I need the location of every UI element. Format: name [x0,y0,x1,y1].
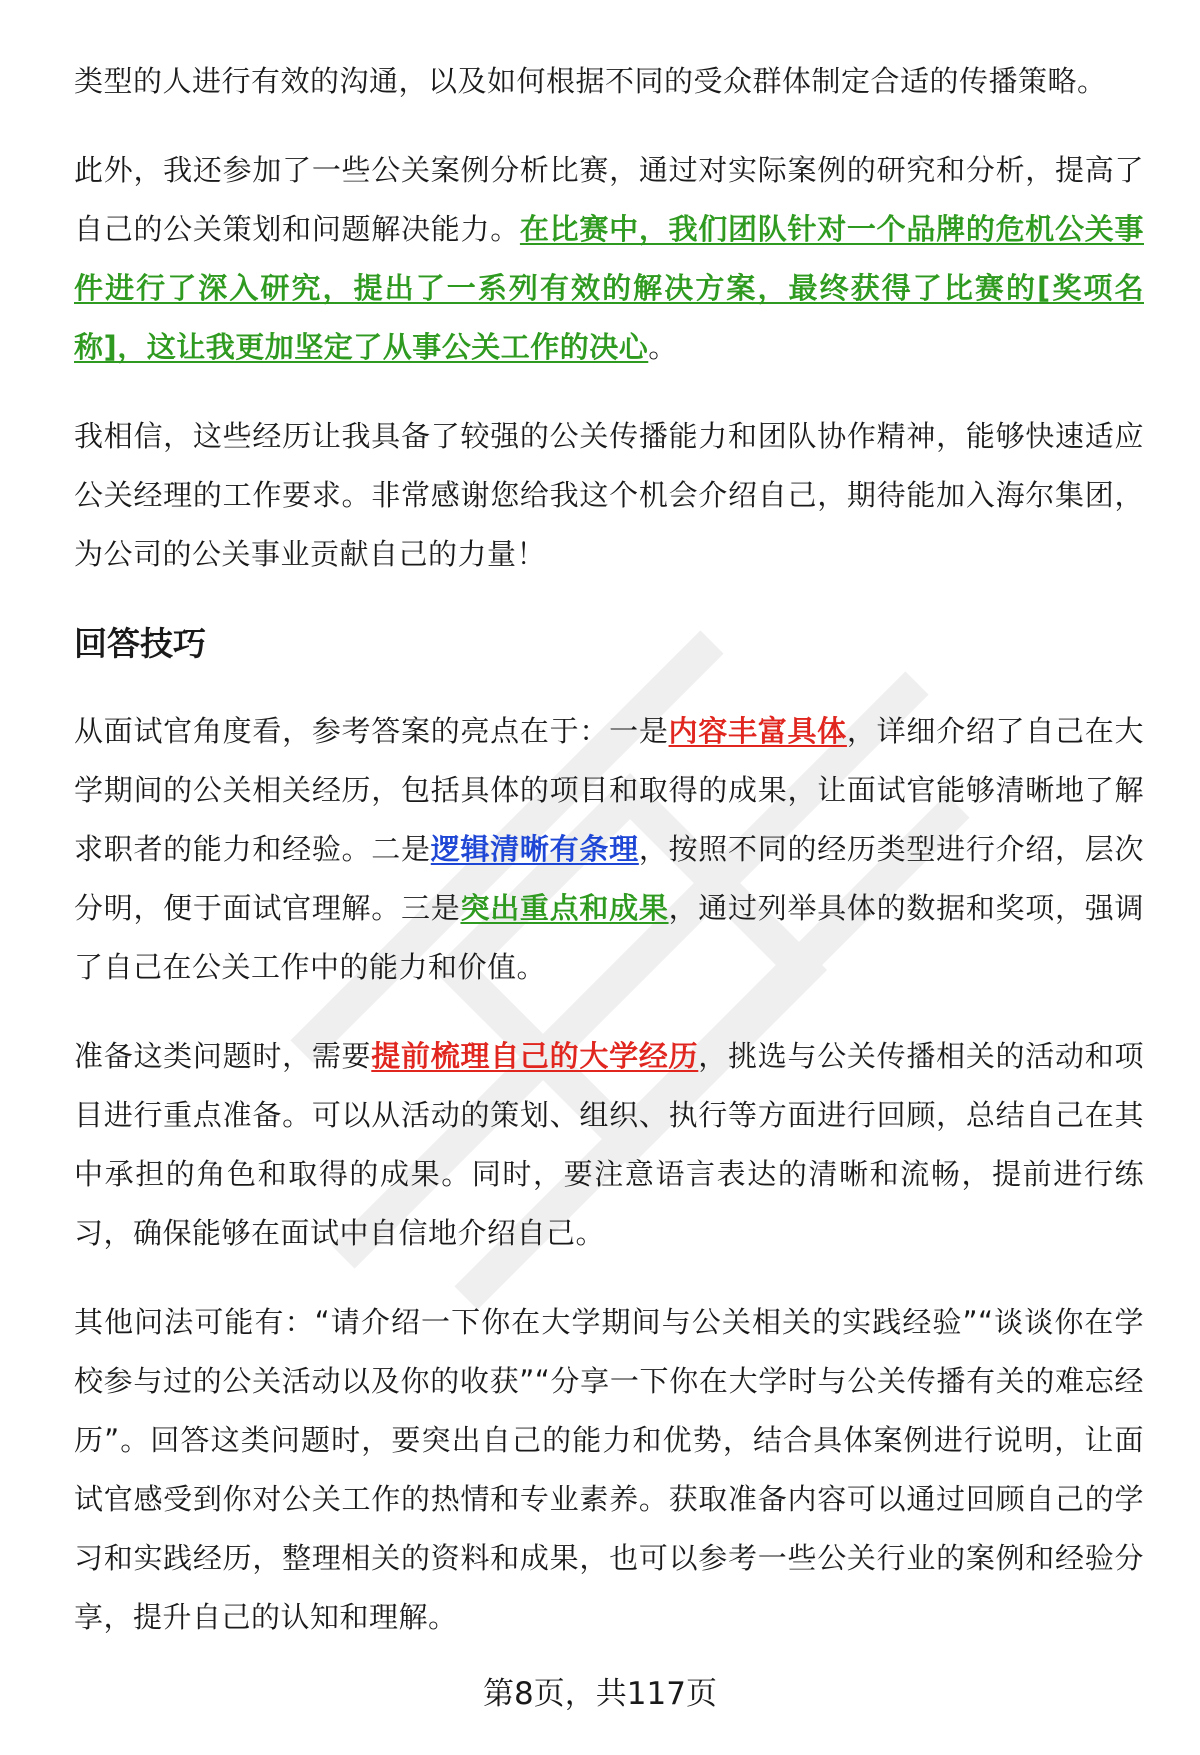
tips-paragraph-1-text-a: 从面试官角度看，参考答案的亮点在于：一是 [74,714,669,748]
paragraph-2-highlight: 在比赛中，我们团队针对一个品牌的危机公关事件进行了深入研究，提出了一系列有效的解决方案，最终获得了比赛的[奖项名称]，这让我更加坚定了从事公关工作的决心 [74,212,1144,364]
highlight-key-results: 突出重点和成果 [460,891,669,925]
tips-paragraph-2-text-b: ，挑选与公关传播相关的活动和项目进行重点准备。可以从活动的策划、组织、执行等方面进行回顾，总结自己在其中承担的角色和取得的成果。同时，要注意语言表达的清晰和流畅，提前进行练习，确保能够在面试中自信地介绍自己。 [74,1039,1144,1250]
paragraph-3-text: 我相信，这些经历让我具备了较强的公关传播能力和团队协作精神，能够快速适应公关经理的工作要求。非常感谢您给我这个机会介绍自己，期待能加入海尔集团，为公司的公关事业贡献自己的力量！ [74,419,1144,571]
tips-paragraph-2 [74,1027,1144,1263]
highlight-review-experience: 提前梳理自己的大学经历 [371,1039,699,1073]
paragraph-2 [74,141,1144,377]
tips-paragraph-1 [74,702,1144,997]
tips-paragraph-2-text-a: 准备这类问题时，需要 [74,1039,372,1073]
page-number-footer: 第8页，共117页 [483,1676,717,1712]
document-page [74,52,1144,1677]
paragraph-3 [74,407,1144,584]
paragraph-2-text: 此外，我还参加了一些公关案例分析比赛，通过对实际案例的研究和分析，提高了自己的公关策划和问题解决能力。 [74,153,1144,246]
paragraph-2-end: 。 [648,330,678,364]
paragraph-1-text: 类型的人进行有效的沟通，以及如何根据不同的受众群体制定合适的传播策略。 [74,64,1107,98]
section-heading: 回答技巧 [74,624,206,663]
tips-paragraph-3 [74,1293,1144,1647]
tips-paragraph-1-text-c: ，按照不同的经历类型进行介绍，层次分明，便于面试官理解。三是 [74,832,1144,925]
highlight-logic-clear: 逻辑清晰有条理 [430,832,639,866]
tips-paragraph-1-text-d: ，通过列举具体的数据和奖项，强调了自己在公关工作中的能力和价值。 [74,891,1144,984]
tips-paragraph-3-text: 其他问法可能有：“请介绍一下你在大学期间与公关相关的实践经验”“谈谈你在学校参与过的公关活动以及你的收获”“分享一下你在大学时与公关传播有关的难忘经历”。回答这类问题时，要突出自己的能力和优势，结合具体案例进行说明，让面试官感受到你对公关工作的热情和专业素养。获取准备内容可以通过回顾自己的学习和实践经历，整理相关的资料和成果，也可以参考一些公关行业的案例和经验分享，提升自己的认知和理解。 [74,1305,1144,1634]
highlight-content-rich: 内容丰富具体 [668,714,847,748]
paragraph-1 [74,52,1144,111]
tips-paragraph-1-text-b: ，详细介绍了自己在大学期间的公关相关经历，包括具体的项目和取得的成果，让面试官能够清晰地了解求职者的能力和经验。二是 [74,714,1144,866]
